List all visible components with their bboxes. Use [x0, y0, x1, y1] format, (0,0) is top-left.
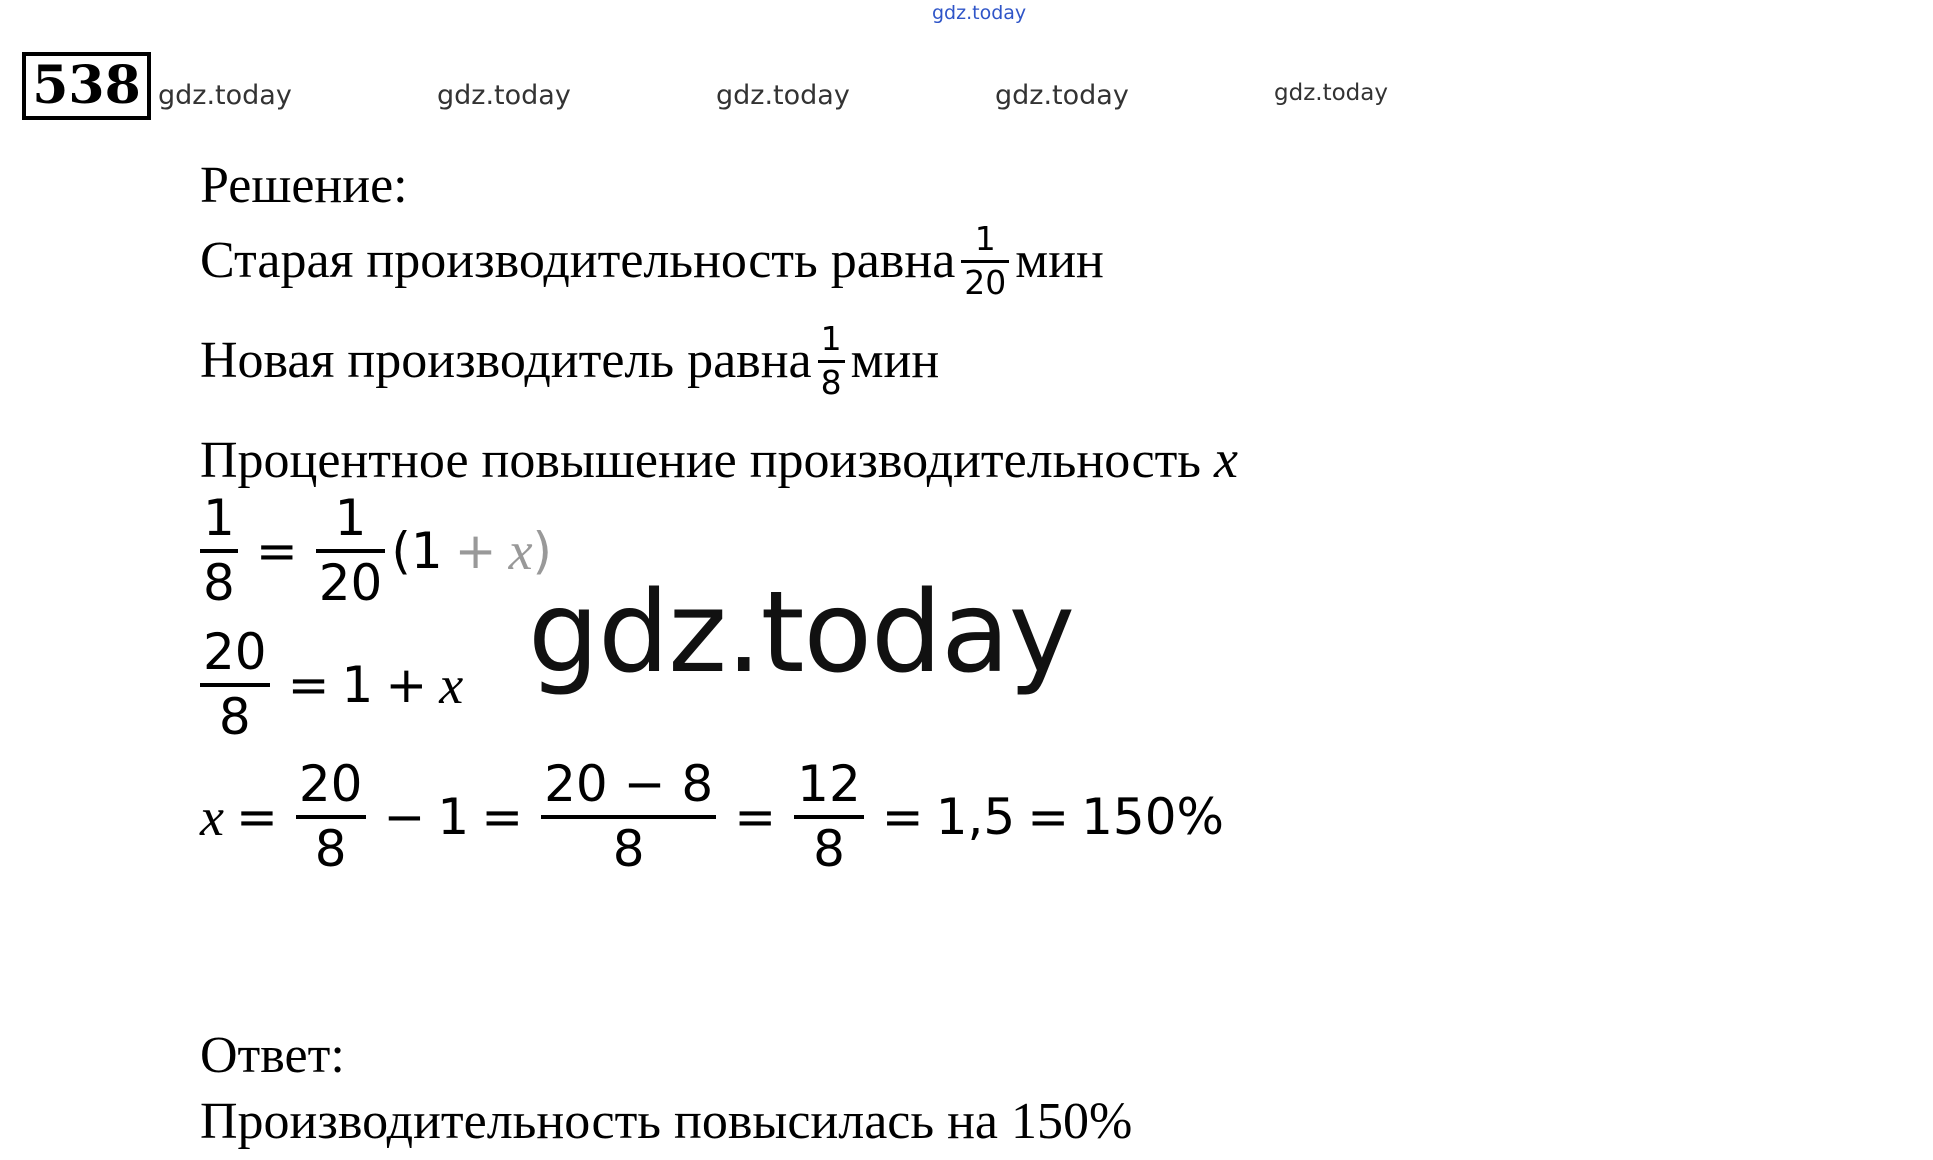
solution-heading: Решение:	[200, 157, 408, 214]
fraction-bar	[200, 683, 270, 687]
fraction-denominator: 8	[612, 819, 645, 878]
eq2-fraction	[200, 623, 270, 746]
equals-sign: =	[255, 521, 298, 580]
variable-x: x	[1214, 429, 1238, 489]
fraction-numerator: 20	[298, 755, 363, 813]
equation-3	[200, 755, 1225, 878]
fraction-numerator: 12	[797, 755, 861, 813]
eq1-variable-x: x	[508, 520, 533, 581]
eq1-plus: +	[454, 521, 497, 580]
fraction-bar	[541, 815, 716, 819]
equals-sign: =	[1027, 787, 1070, 846]
fraction-denominator: 20	[318, 553, 383, 612]
fraction-denominator: 8	[314, 819, 347, 878]
eq2-variable-x: x	[439, 654, 464, 715]
old-productivity-unit: мин	[1015, 232, 1104, 290]
watermark-large: gdz.today	[528, 568, 1075, 698]
new-productivity-fraction	[818, 319, 845, 402]
fraction-denominator: 8	[218, 687, 251, 746]
fraction-numerator: 1	[334, 489, 367, 547]
watermark-row-3: gdz.today	[716, 80, 850, 111]
minus-sign: −	[383, 787, 426, 846]
fraction-bar	[794, 815, 864, 819]
equals-sign: =	[235, 787, 278, 846]
fraction-denominator: 8	[203, 553, 235, 612]
new-productivity-line	[200, 319, 940, 402]
eq3-fraction-1	[296, 755, 366, 878]
equals-sign: =	[481, 787, 524, 846]
answer-heading: Ответ:	[200, 1027, 345, 1084]
eq1-lhs-fraction	[200, 489, 238, 612]
problem-number: 538	[22, 52, 151, 120]
eq1-rhs-fraction	[316, 489, 386, 612]
equation-2	[200, 623, 464, 746]
percent-increase-text: Процентное повышение производительность	[200, 432, 1202, 489]
fraction-numerator: 20	[203, 623, 267, 681]
watermark-row-4: gdz.today	[995, 80, 1129, 111]
equals-sign: =	[287, 655, 330, 714]
eq3-variable-x: x	[200, 786, 224, 847]
fraction-bar	[296, 815, 366, 819]
watermark-row-5: gdz.today	[1274, 80, 1388, 106]
fraction-denominator: 20	[964, 262, 1007, 302]
eq3-one: 1	[437, 787, 470, 846]
fraction-numerator: 1	[203, 489, 235, 547]
eq3-decimal: 1,5	[935, 787, 1016, 846]
old-productivity-line	[200, 219, 1104, 302]
old-productivity-fraction	[961, 219, 1009, 302]
new-productivity-text: Новая производитель равна	[200, 332, 812, 390]
old-productivity-text: Старая производительность равна	[200, 232, 956, 290]
equation-1	[200, 489, 553, 612]
plus-sign: +	[385, 655, 428, 714]
fraction-denominator: 8	[820, 362, 842, 402]
eq3-fraction-3	[794, 755, 864, 878]
eq3-percent: 150%	[1081, 787, 1225, 846]
watermark-top: gdz.today	[932, 2, 1027, 24]
fraction-numerator: 1	[820, 319, 842, 358]
eq3-fraction-2	[541, 755, 716, 878]
eq2-one: 1	[341, 655, 374, 714]
fraction-numerator: 20 − 8	[544, 755, 714, 813]
fraction-denominator: 8	[813, 819, 845, 878]
eq1-open-paren: (1	[391, 521, 443, 580]
percent-increase-line	[200, 429, 1238, 489]
watermark-row-2: gdz.today	[437, 80, 571, 111]
new-productivity-unit: мин	[850, 332, 940, 390]
equals-sign: =	[734, 787, 777, 846]
fraction-bar	[200, 549, 238, 553]
fraction-bar	[316, 549, 386, 553]
fraction-numerator: 1	[974, 219, 996, 258]
equals-sign: =	[881, 787, 924, 846]
eq1-close-paren: )	[532, 521, 553, 580]
watermark-row-1: gdz.today	[158, 80, 292, 111]
answer-text: Производительность повысилась на 150%	[200, 1093, 1133, 1150]
